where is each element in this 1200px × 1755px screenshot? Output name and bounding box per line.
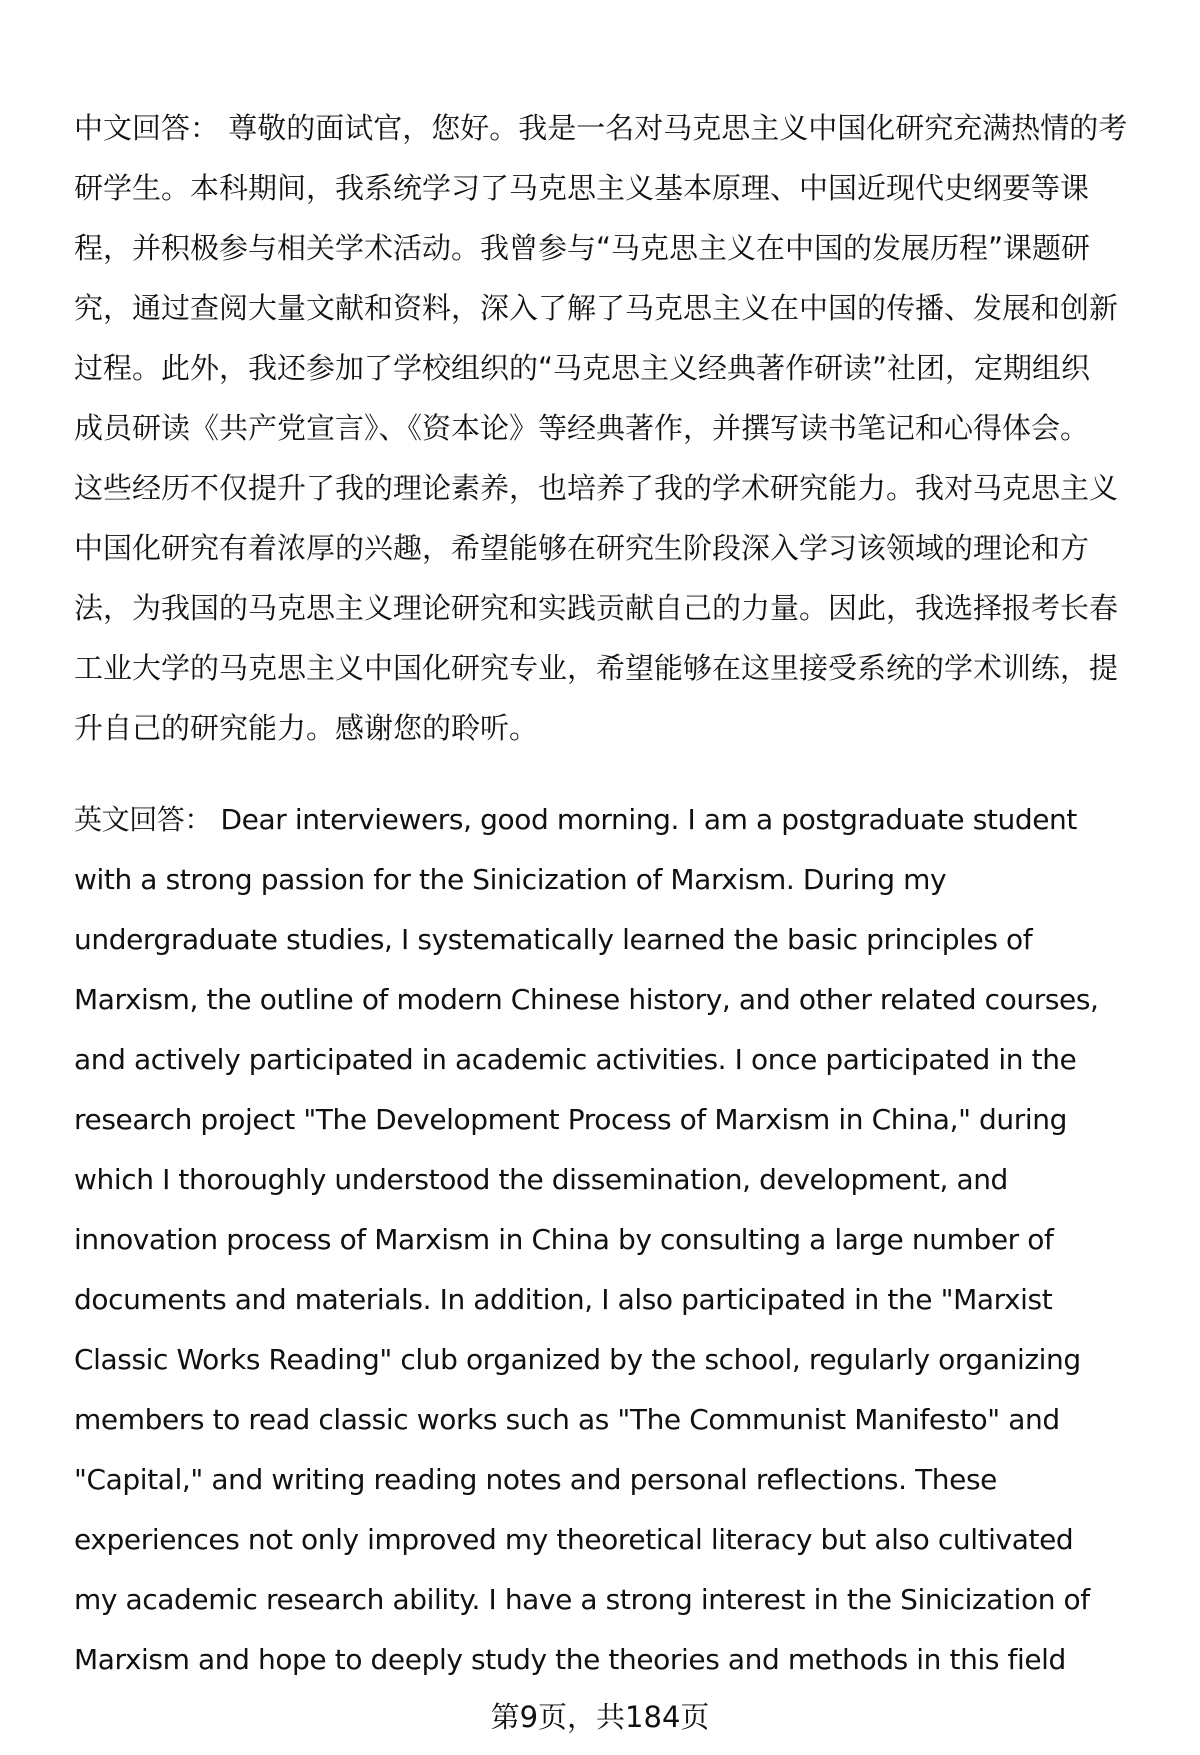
text-line: 过程。此外，我还参加了学校组织的“马克思主义经典著作研读”社团，定期组织 — [74, 351, 1091, 385]
text-line: 中文回答： 尊敬的面试官，您好。我是一名对马克思主义中国化研究充满热情的考 — [74, 111, 1128, 145]
text-line: members to read classic works such as "The Communist Manifesto" and — [74, 1403, 1060, 1436]
text-line: Marxism, the outline of modern Chinese history, and other related courses, — [74, 983, 1099, 1016]
text-line: 法，为我国的马克思主义理论研究和实践贡献自己的力量。因此，我选择报考长春 — [74, 591, 1119, 625]
text-line: with a strong passion for the Sinicization of Marxism. During my — [74, 863, 947, 896]
text-line: Marxism and hope to deeply study the theories and methods in this field — [74, 1643, 1066, 1676]
chinese-answer-paragraph — [74, 98, 1164, 758]
text-line: and actively participated in academic activities. I once participated in the — [74, 1043, 1077, 1076]
text-line: undergraduate studies, I systematically learned the basic principles of — [74, 923, 1033, 956]
text-line: innovation process of Marxism in China by consulting a large number of — [74, 1223, 1054, 1256]
text-line: my academic research ability. I have a strong interest in the Sinicization of — [74, 1583, 1090, 1616]
text-line: 中国化研究有着浓厚的兴趣，希望能够在研究生阶段深入学习该领域的理论和方 — [74, 531, 1090, 565]
text-line: documents and materials. In addition, I also participated in the "Marxist — [74, 1283, 1053, 1316]
text-line: "Capital," and writing reading notes and personal reflections. These — [74, 1463, 997, 1496]
text-line: research project "The Development Process of Marxism in China," during — [74, 1103, 1067, 1136]
text-line: 究，通过查阅大量文献和资料，深入了解了马克思主义在中国的传播、发展和创新 — [74, 291, 1119, 325]
text-line: Classic Works Reading" club organized by the school, regularly organizing — [74, 1343, 1081, 1376]
page-number: 第9页，共184页 — [490, 1700, 710, 1734]
text-line: 研学生。本科期间，我系统学习了马克思主义基本原理、中国近现代史纲要等课 — [74, 171, 1090, 205]
text-line: 升自己的研究能力。感谢您的聆听。 — [74, 711, 539, 745]
text-line: which I thoroughly understood the dissemination, development, and — [74, 1163, 1008, 1196]
english-answer-paragraph — [74, 790, 1164, 1690]
text-line: 成员研读《共产党宣言》、《资本论》等经典著作，并撰写读书笔记和心得体会。 — [74, 411, 1090, 445]
text-line: 工业大学的马克思主义中国化研究专业，希望能够在这里接受系统的学术训练，提 — [74, 651, 1119, 685]
text-line: 英文回答： Dear interviewers, good morning. I am a postgraduate student — [74, 803, 1077, 836]
text-line: 程，并积极参与相关学术活动。我曾参与“马克思主义在中国的发展历程”课题研 — [74, 231, 1091, 265]
text-line: 这些经历不仅提升了我的理论素养，也培养了我的学术研究能力。我对马克思主义 — [74, 471, 1119, 505]
text-line: experiences not only improved my theoretical literacy but also cultivated — [74, 1523, 1074, 1556]
